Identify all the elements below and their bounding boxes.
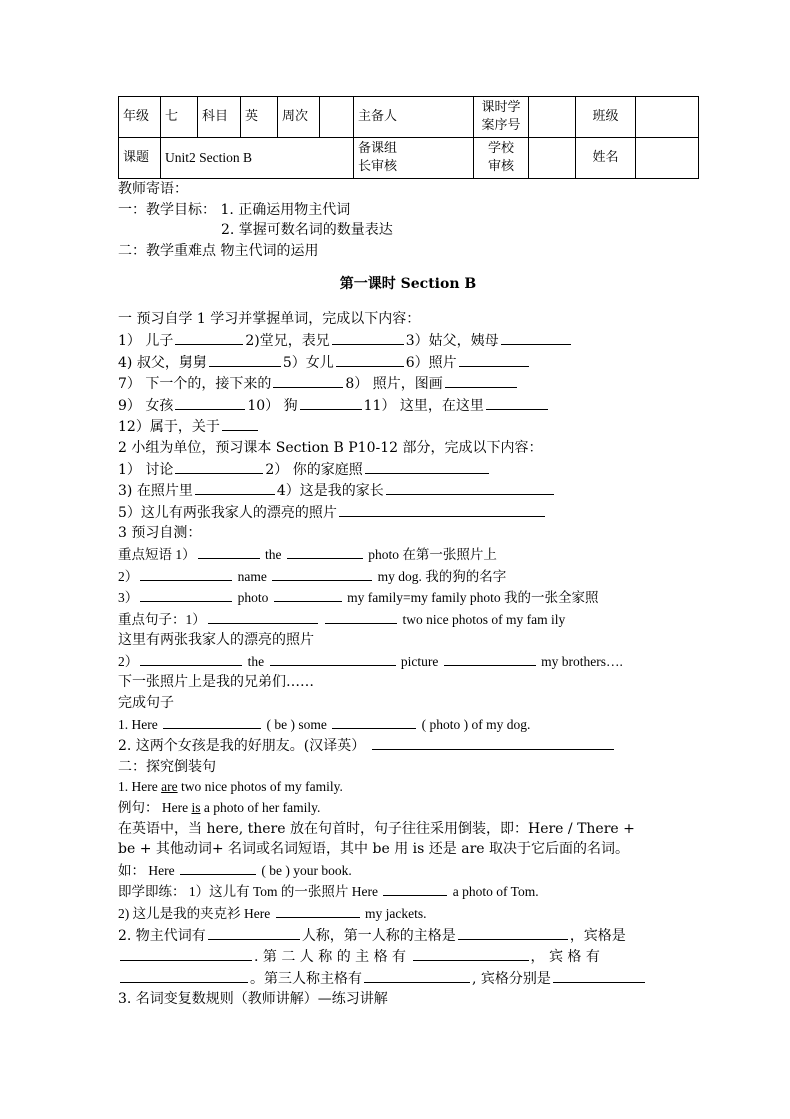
word-line-5: 12）属于，关于 <box>118 416 698 438</box>
blank[interactable] <box>413 946 529 961</box>
blank[interactable] <box>273 373 343 388</box>
worksheet-page <box>118 96 698 1010</box>
blank[interactable] <box>553 968 645 983</box>
phrase-line-3: 5）这儿有两张我家人的漂亮的照片 <box>118 502 698 524</box>
blank[interactable] <box>276 903 360 918</box>
topic-value: Unit2 Section B <box>161 138 354 179</box>
pronoun-line-2: . 第 二 人 称 的 主 格 有 ， 宾 格 有 <box>118 946 698 968</box>
topic-label: 课题 <box>119 138 161 179</box>
blank[interactable] <box>198 544 260 559</box>
key-sentence-2-cn: 下一张照片上是我的兄弟们…… <box>118 674 314 691</box>
word-line-2: 4) 叔父，舅舅 5）女儿 6）照片 <box>118 352 698 374</box>
blank[interactable] <box>140 651 242 666</box>
word-line-4: 9） 女孩 10） 狗 11） 这里，在这里 <box>118 395 698 417</box>
key-sentence-1: 重点句子：1） two nice photos of my fam ily <box>118 609 698 631</box>
blank[interactable] <box>372 735 614 750</box>
practice-1: 即学即练： 1）这儿有 Tom 的一张照片 Here a photo of Tom. <box>118 881 698 903</box>
school-review-value <box>529 138 576 179</box>
blank[interactable] <box>486 395 548 410</box>
blank[interactable] <box>339 502 545 517</box>
subject-label: 科目 <box>198 97 241 138</box>
complete-1: 1. Here ( be ) some ( photo ) of my dog. <box>118 714 698 736</box>
class-value <box>636 97 699 138</box>
key-sentence-2: 2） the picture my brothers…. <box>118 651 698 673</box>
blank[interactable] <box>386 480 554 495</box>
blank[interactable] <box>287 544 363 559</box>
name-value <box>636 138 699 179</box>
blank[interactable] <box>300 395 362 410</box>
blank[interactable] <box>364 968 470 983</box>
blank[interactable] <box>459 352 529 367</box>
plural-rules: 3. 名词变复数规则（教师讲解）—练习讲解 <box>118 991 388 1008</box>
key-points: 二：教学重难点 物主代词的运用 <box>118 242 319 259</box>
blank[interactable] <box>325 609 397 624</box>
lesson-title: 第一课时 Section B <box>339 276 477 293</box>
practice-2: 2) 这儿是我的夹克衫 Here my jackets. <box>118 903 698 925</box>
pronoun-line-1: 2. 物主代词有 人称，第一人称的主格是 ，宾格是 <box>118 925 698 947</box>
blank[interactable] <box>332 330 404 345</box>
blank[interactable] <box>444 651 536 666</box>
preview-heading: 一 预习自学 1 学习并掌握单词，完成以下内容： <box>118 311 421 328</box>
subject-value: 英 <box>241 97 278 138</box>
goal-line-2: 2. 掌握可数名词的数量表达 <box>221 222 393 239</box>
blank[interactable] <box>175 395 245 410</box>
class-label: 班级 <box>576 97 636 138</box>
lesson-no-value <box>529 97 576 138</box>
key-phrase-3: 3） photo my family=my family photo 我的一张全家照 <box>118 587 698 609</box>
week-label: 周次 <box>278 97 320 138</box>
part2-heading: 2 小组为单位，预习课本 Section B P10-12 部分，完成以下内容： <box>118 439 543 456</box>
blank[interactable] <box>175 330 243 345</box>
key-sentence-1-cn: 这里有两张我家人的漂亮的照片 <box>118 632 314 649</box>
blank[interactable] <box>208 925 300 940</box>
part3-heading: 3 预习自测： <box>118 525 202 542</box>
blank[interactable] <box>383 881 447 896</box>
complete-heading: 完成句子 <box>118 695 174 712</box>
preparer-label: 主备人 <box>354 97 474 138</box>
complete-2: 2. 这两个女孩是我的好朋友。(汉译英） <box>118 735 698 757</box>
phrase-line-1: 1） 讨论 2） 你的家庭照 <box>118 459 698 481</box>
example: 例句： Here is a photo of her family. <box>118 800 321 816</box>
grade-label: 年级 <box>119 97 161 138</box>
header-row-1 <box>119 97 699 138</box>
word-line-1: 1） 儿子 2)堂兄，表兄 3）姑父，姨母 <box>118 330 698 352</box>
blank[interactable] <box>501 330 571 345</box>
blank[interactable] <box>458 925 568 940</box>
goal-line-1: 一：教学目标： 1. 正确运用物主代词 <box>118 201 351 218</box>
blank[interactable] <box>270 651 396 666</box>
key-phrase-2: 2） name my dog. 我的狗的名字 <box>118 566 698 588</box>
phrase-line-2: 3) 在照片里 4）这是我的家长 <box>118 480 698 502</box>
rule-line-1: 在英语中，当 here, there 放在句首时，句子往往采用倒装，即：Here / There + <box>118 820 635 837</box>
blank[interactable] <box>445 373 517 388</box>
school-review-label: 学校 审核 <box>474 138 529 179</box>
rule-example: 如： Here ( be ) your book. <box>118 860 698 882</box>
week-value <box>320 97 354 138</box>
explore-1: 1. Here are two nice photos of my family. <box>118 779 343 795</box>
word-line-3: 7） 下一个的，接下来的 8） 照片，图画 <box>118 373 698 395</box>
blank[interactable] <box>120 968 248 983</box>
blank[interactable] <box>365 459 489 474</box>
explore-heading: 二：探究倒装句 <box>118 758 216 775</box>
blank[interactable] <box>140 566 232 581</box>
blank[interactable] <box>208 609 318 624</box>
blank[interactable] <box>274 587 342 602</box>
pronoun-line-3: 。第三人称主格有 , 宾格分别是 <box>118 968 698 990</box>
key-phrase-1: 重点短语 1） the photo 在第一张照片上 <box>118 544 698 566</box>
blank[interactable] <box>336 352 404 367</box>
name-label: 姓名 <box>576 138 636 179</box>
blank[interactable] <box>163 714 261 729</box>
teacher-words: 教师寄语： <box>118 181 188 197</box>
blank[interactable] <box>332 714 416 729</box>
blank[interactable] <box>180 860 256 875</box>
blank[interactable] <box>195 480 275 495</box>
group-review-label: 备课组 长审核 <box>354 138 474 179</box>
blank[interactable] <box>272 566 372 581</box>
grade-value: 七 <box>161 97 198 138</box>
blank[interactable] <box>209 352 281 367</box>
lesson-no-label: 课时学 案序号 <box>474 97 529 138</box>
blank[interactable] <box>175 459 263 474</box>
blank[interactable] <box>140 587 232 602</box>
header-row-2 <box>119 138 699 179</box>
rule-line-2: be + 其他动词+ 名词或名词短语，其中 be 用 is 还是 are 取决于它后面的名词。 <box>118 841 629 858</box>
blank[interactable] <box>222 416 258 431</box>
blank[interactable] <box>120 946 252 961</box>
header-table <box>118 96 699 179</box>
